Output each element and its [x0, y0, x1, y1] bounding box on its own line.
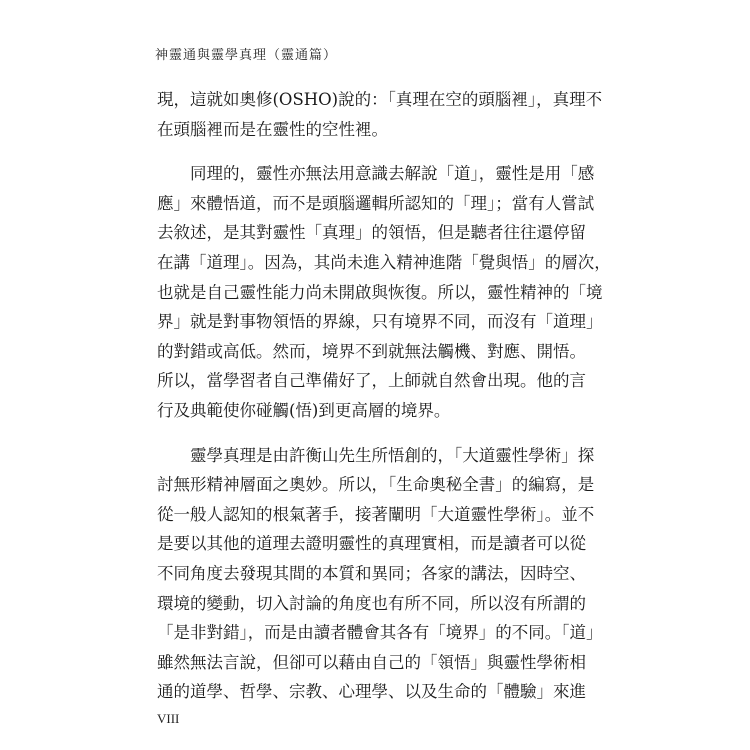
text-line: 應」來體悟道，而不是頭腦邏輯所認知的「理」；當有人嘗試: [157, 193, 595, 213]
text-line: 是要以其他的道理去證明靈性的真理實相，而是讀者可以從: [157, 534, 586, 554]
text-line: 雖然無法言說，但卻可以藉由自己的「領悟」與靈性學術相: [157, 652, 586, 672]
paragraph: [157, 159, 611, 425]
page-number: VIII: [157, 711, 180, 726]
paragraph-gap: [157, 426, 535, 441]
text-line: 環境的變動，切入討論的角度也有所不同，所以沒有所謂的: [157, 593, 586, 613]
text-line: 「是非對錯」，而是由讀者體會其各有「境界」的不同。「道」: [157, 623, 603, 643]
text-line: 在頭腦裡而是在靈性的空性裡。: [157, 119, 388, 139]
text-line: 行及典範使你碰觸(悟)到更高層的境界。: [157, 400, 451, 420]
text-line-indented: 同理的，靈性亦無法用意識去解說「道」，靈性是用「感: [190, 164, 595, 184]
text-line: 去敘述，是其對靈性「真理」的領悟，但是聽者往往還停留: [157, 223, 586, 243]
paragraph: [157, 85, 603, 144]
text-line: 從一般人認知的根氣著手，接著闡明「大道靈性學術」。並不: [157, 504, 595, 524]
text-line: 界」就是對事物領悟的界線，只有境界不同，而沒有「道理」: [157, 312, 603, 332]
paragraph: [157, 441, 603, 707]
text-line: 不同角度去發現其間的本質和異同；各家的講法，因時空、: [157, 563, 586, 583]
body-text: [157, 85, 611, 707]
text-line: 現，這就如奧修(OSHO)說的：「真理在空的頭腦裡」，真理不: [157, 90, 603, 109]
text-line: 在講「道理」。因為，其尚未進入精神進階「覺與悟」的層次，: [157, 252, 611, 272]
text-line: 的對錯或高低。然而，境界不到就無法觸機、對應、開悟。: [157, 341, 586, 361]
paragraph-gap: [157, 144, 535, 159]
text-line: 所以，當學習者自己準備好了，上師就自然會出現。他的言: [157, 371, 586, 391]
text-line: 也就是自己靈性能力尚未開啟與恢復。所以，靈性精神的「境: [157, 282, 603, 302]
text-line: 通的道學、哲學、宗教、心理學、以及生命的「體驗」來進: [157, 682, 586, 702]
running-header: 神靈通與靈學真理（靈通篇）: [155, 48, 338, 63]
text-line: 討無形精神層面之奧妙。所以，「生命奧秘全書」的編寫，是: [157, 475, 595, 495]
text-line-indented: 靈學真理是由許衡山先生所悟創的，「大道靈性學術」探: [190, 445, 595, 465]
